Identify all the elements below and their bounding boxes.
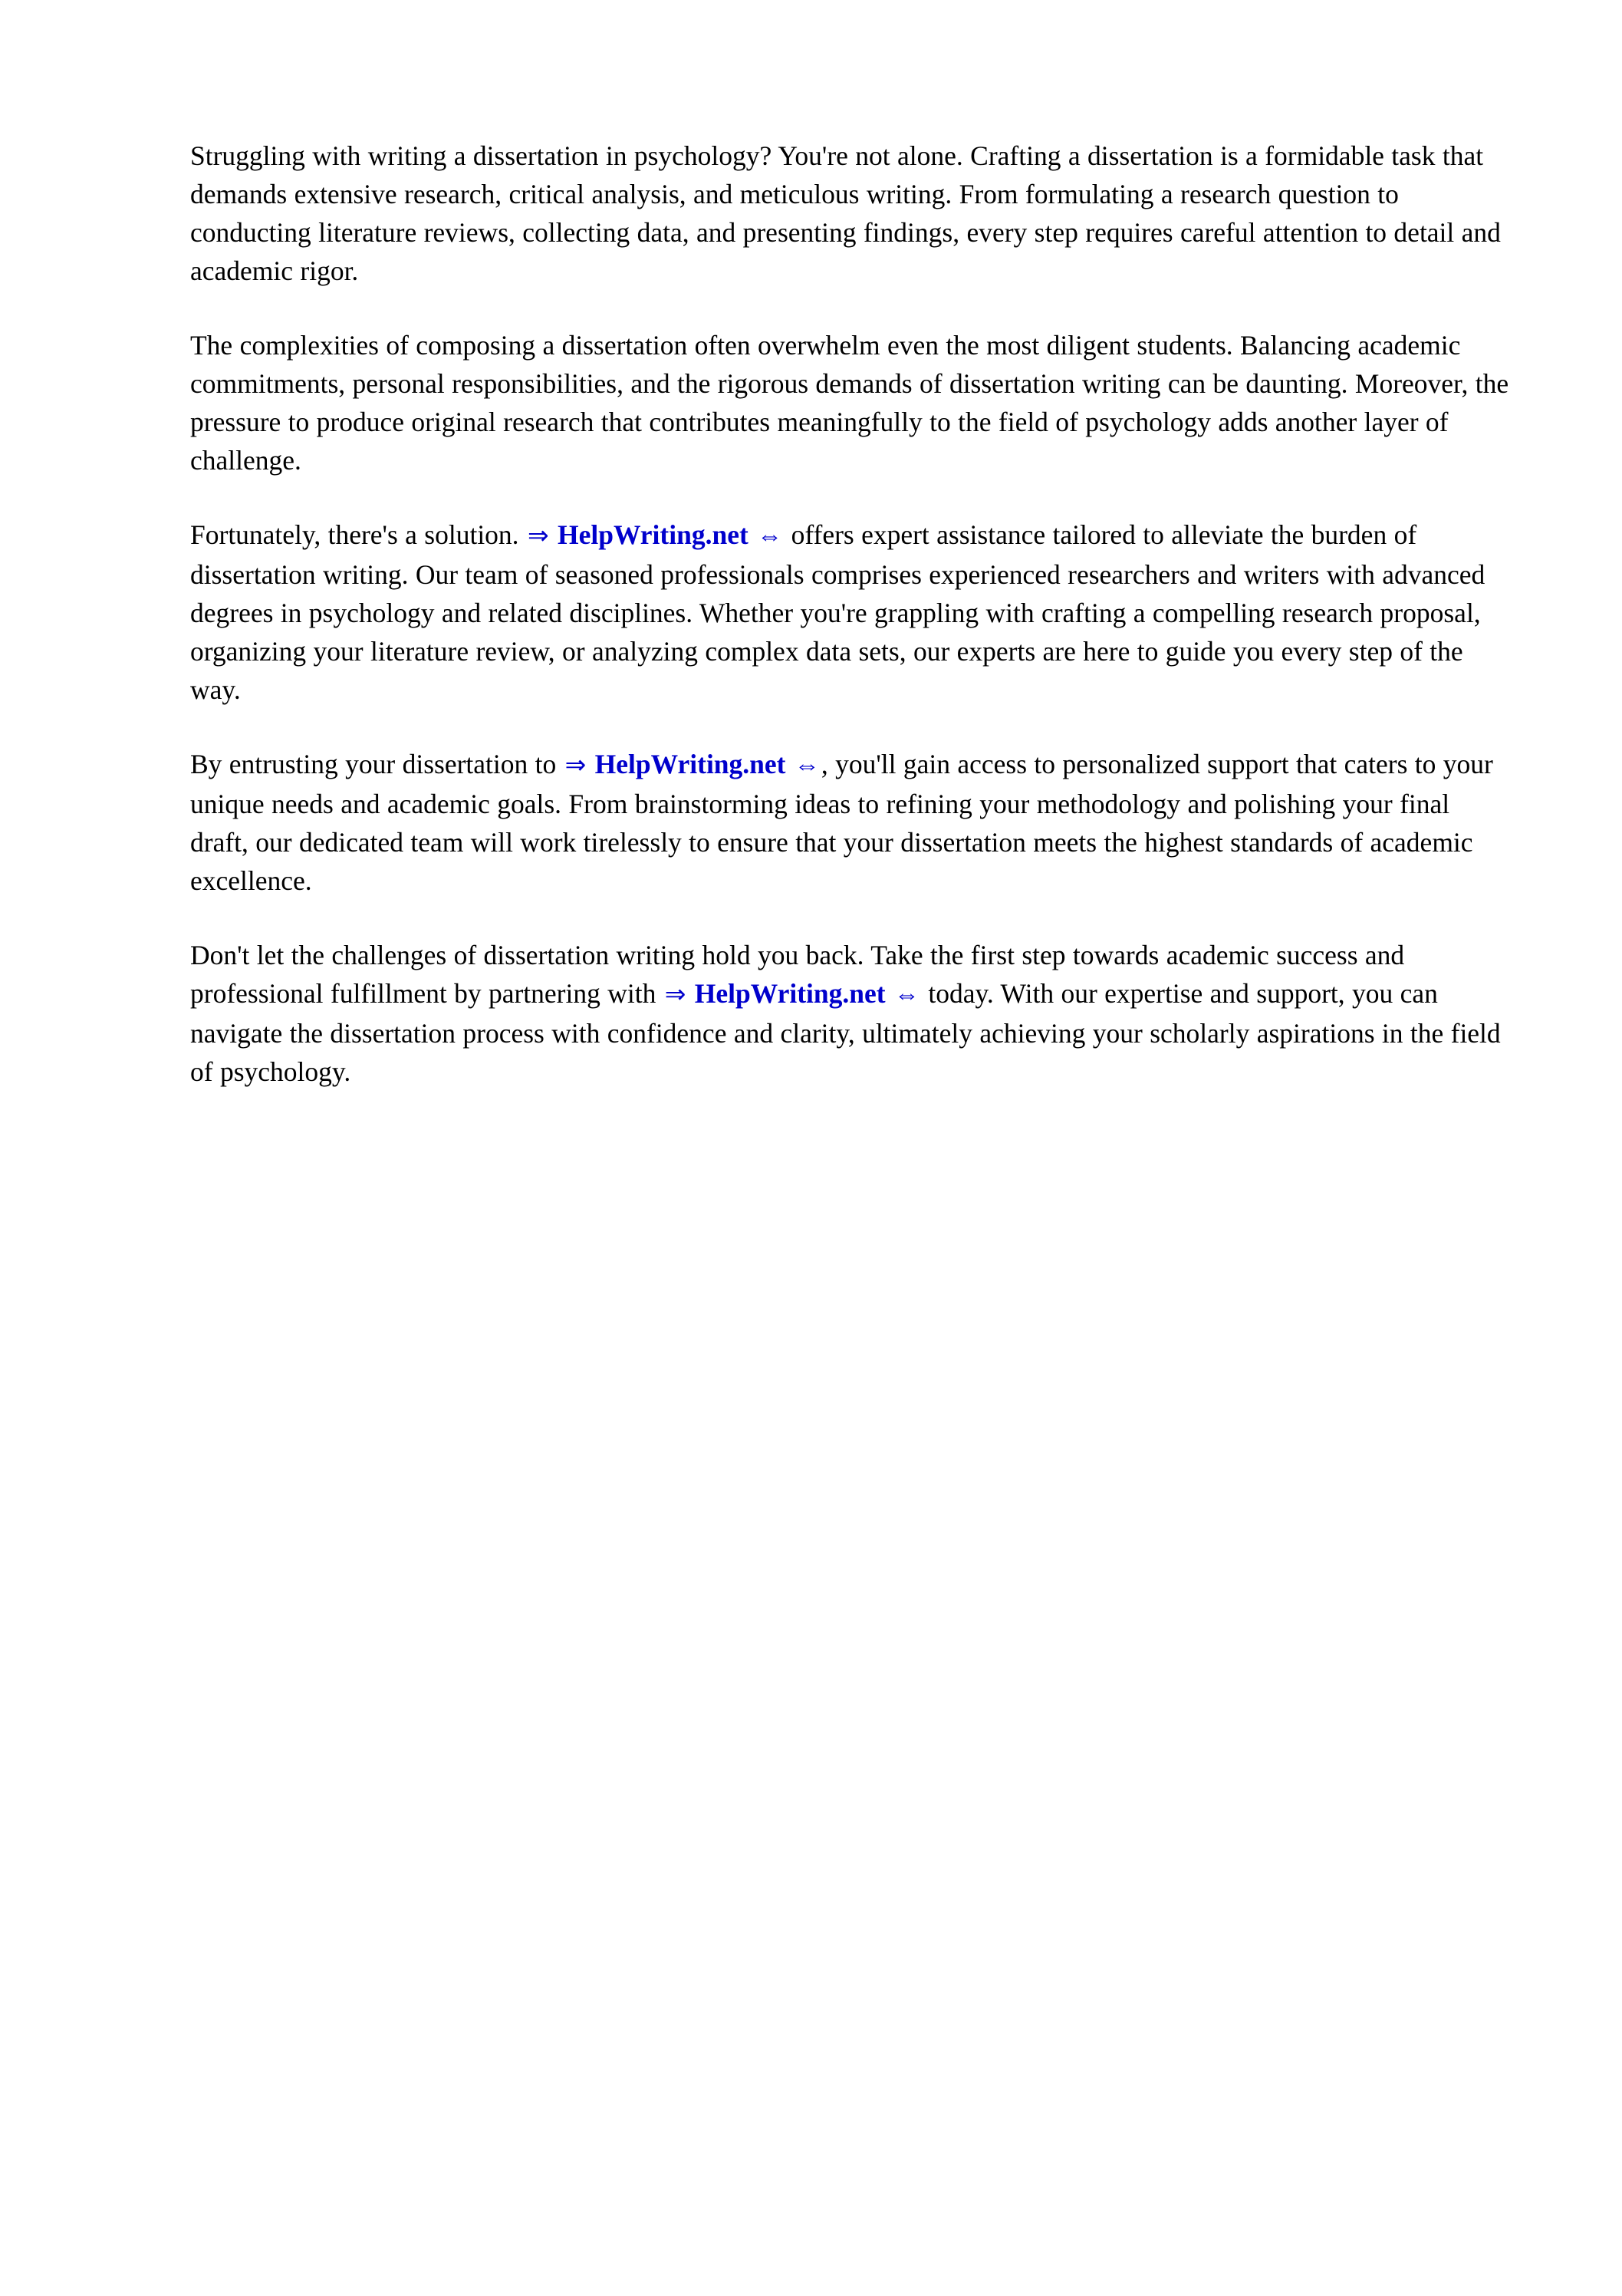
paragraph-text: Fortunately, there's a solution. bbox=[190, 519, 526, 550]
document-body bbox=[190, 137, 1509, 1091]
double-arrow-right-icon: ⇒ bbox=[527, 522, 549, 550]
paragraph bbox=[190, 516, 1509, 709]
paragraph-text: offers expert assistance tailored to alleviate the burden of dissertation writing. Our team of seasoned professionals comprises experienced researchers and writers with advanced degrees in psychology and related disciplines. Whether you're grappling with crafting a compelling research proposal, organizing your literature review, or analyzing complex data sets, our experts are here to guide you every step of the way. bbox=[190, 519, 1485, 705]
helpwriting-link[interactable]: HelpWriting.net bbox=[694, 978, 886, 1009]
promo-link-group[interactable] bbox=[526, 519, 784, 550]
helpwriting-link[interactable]: HelpWriting.net bbox=[557, 519, 748, 550]
double-arrow-left-right-icon: ⇔ bbox=[794, 752, 820, 779]
promo-link-group[interactable] bbox=[564, 749, 821, 779]
paragraph-text: Struggling with writing a dissertation in psychology? You're not alone. Crafting a dissertation is a formidable task that demands extensive research, critical analysis, and meticulous writing. From formulating a research question to conducting literature reviews, collecting data, and presenting findings, every step requires careful attention to detail and academic rigor. bbox=[190, 140, 1501, 286]
paragraph bbox=[190, 326, 1509, 479]
paragraph-text: Don't let the challenges of dissertation writing hold you back. Take the first step towards academic success and professional fulfillment by partnering with bbox=[190, 940, 1405, 1009]
double-arrow-left-right-icon: ⇔ bbox=[757, 522, 783, 550]
double-arrow-right-icon: ⇒ bbox=[564, 752, 587, 779]
double-arrow-left-right-icon: ⇔ bbox=[893, 981, 920, 1009]
paragraph bbox=[190, 936, 1509, 1091]
paragraph-text: By entrusting your dissertation to bbox=[190, 749, 564, 779]
double-arrow-right-icon: ⇒ bbox=[664, 981, 686, 1009]
promo-link-group[interactable] bbox=[663, 978, 921, 1009]
paragraph-text: The complexities of composing a dissertation often overwhelm even the most diligent students. Balancing academic commitments, personal responsibilities, and the rigorous demands of dissertation writing can be daunting. Moreover, the pressure to produce original research that contributes meaningfully to the field of psychology adds another layer of challenge. bbox=[190, 330, 1509, 476]
paragraph-text: , you'll gain access to personalized support that caters to your unique needs and academic goals. From brainstorming ideas to refining your methodology and polishing your final draft, our dedicated team will work tirelessly to ensure that your dissertation meets the highest standards of academic excellence. bbox=[190, 749, 1493, 896]
paragraph-text: today. With our expertise and support, you can navigate the dissertation process with confidence and clarity, ultimately achieving your scholarly aspirations in the field of psychology. bbox=[190, 978, 1501, 1087]
paragraph bbox=[190, 137, 1509, 290]
paragraph bbox=[190, 745, 1509, 900]
helpwriting-link[interactable]: HelpWriting.net bbox=[594, 749, 786, 779]
